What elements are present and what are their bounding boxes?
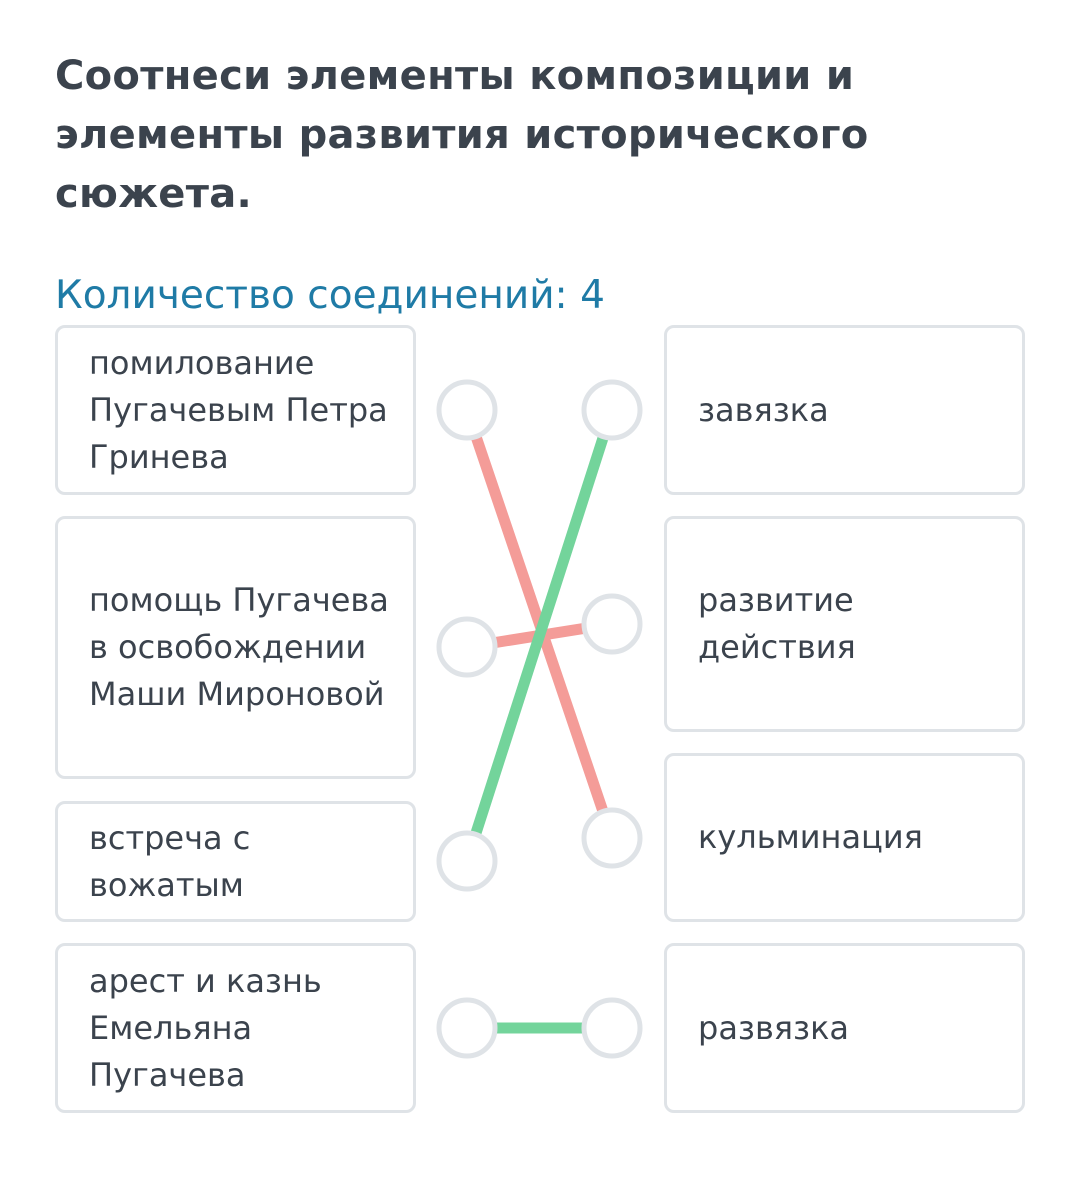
right-card-label: развитие действия: [698, 581, 856, 666]
connection-lines: [476, 438, 603, 1028]
right-card-label: завязка: [698, 390, 829, 429]
left-dot-4[interactable]: [439, 1000, 495, 1056]
left-card-label: встреча с вожатым: [89, 818, 251, 904]
task-title: Соотнеси элементы композиции и элементы развития исторического сюжета.: [55, 53, 869, 217]
left-dot-2[interactable]: [439, 619, 495, 675]
left-dot-3[interactable]: [439, 833, 495, 889]
left-card-label: помилование Пугачевым Петра Гринева: [89, 343, 388, 476]
left-dot-1[interactable]: [439, 382, 495, 438]
left-card-label: помощь Пугачева в освобождении Маши Мироновой: [89, 581, 389, 713]
right-dot-3[interactable]: [584, 810, 640, 866]
right-card-label: кульминация: [698, 818, 923, 856]
right-dot-1[interactable]: [584, 382, 640, 438]
right-dot-4[interactable]: [584, 1000, 640, 1056]
connections-count: Количество соединений: 4: [55, 273, 605, 318]
right-card-label: развязка: [698, 1008, 849, 1047]
left-card-label: арест и казнь Емельяна Пугачева: [89, 961, 322, 1094]
right-dot-2[interactable]: [584, 596, 640, 652]
connection-dots: [439, 382, 640, 1056]
